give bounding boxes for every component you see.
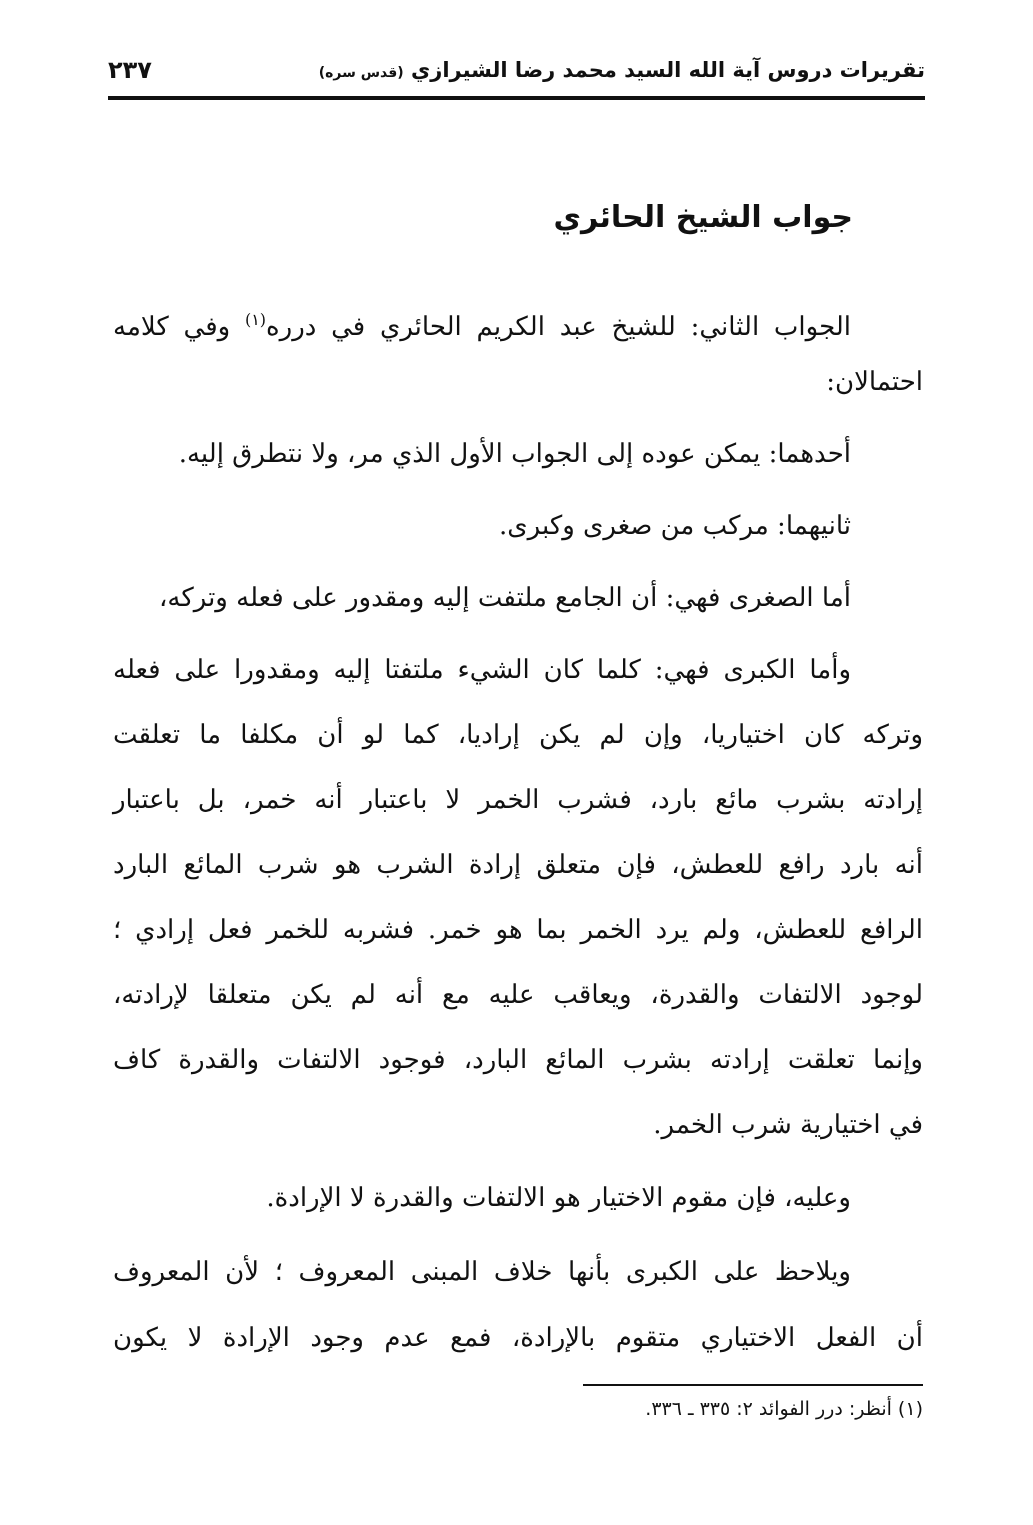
section-heading: جواب الشيخ الحائري	[553, 200, 853, 235]
paragraph-line: أن الفعل الاختياري متقوم بالإرادة، فمع عدم وجود الإرادة لا يكون	[113, 1323, 923, 1353]
footnote-reference[interactable]: (١)	[244, 310, 267, 329]
footnote: (١) أنظر: درر الفوائد ٢: ٣٣٥ ـ ٣٣٦.	[645, 1398, 923, 1420]
paragraph-line: احتمالان:	[826, 367, 923, 397]
running-title	[319, 58, 925, 82]
paragraph-line: ثانيهما: مركب من صغرى وكبرى.	[499, 511, 851, 541]
footnote-divider	[583, 1384, 923, 1386]
paragraph-line: أما الصغرى فهي: أن الجامع ملتفت إليه ومقدور على فعله وتركه،	[159, 583, 851, 613]
page-number: ٢٣٧	[108, 56, 152, 84]
running-title-text: تقريرات دروس آية الله السيد محمد رضا الشيرازي	[411, 58, 925, 82]
paragraph-line: وإنما تعلقت إرادته بشرب المائع البارد، فوجود الالتفات والقدرة كاف	[113, 1045, 923, 1075]
paragraph-text: وفي كلامه	[113, 312, 245, 342]
paragraph-line: وأما الكبرى فهي: كلما كان الشيء ملتفتا إليه ومقدورا على فعله	[113, 655, 851, 685]
paragraph-line: وعليه، فإن مقوم الاختيار هو الالتفات والقدرة لا الإرادة.	[266, 1183, 851, 1213]
running-header	[108, 52, 925, 100]
paragraph-line: وتركه كان اختياريا، وإن لم يكن إراديا، كما لو أن مكلفا ما تعلقت	[113, 720, 923, 750]
paragraph-line: أنه بارد رافع للعطش، فإن متعلق إرادة الشرب هو شرب المائع البارد	[113, 850, 923, 880]
paragraph-line	[113, 300, 851, 340]
paragraph-text: الجواب الثاني: للشيخ عبد الكريم الحائري في درره	[266, 312, 851, 342]
paragraph-line: أحدهما: يمكن عوده إلى الجواب الأول الذي مر، ولا نتطرق إليه.	[178, 439, 851, 469]
paragraph-line: الرافع للعطش، ولم يرد الخمر بما هو خمر. فشربه للخمر فعل إرادي ؛	[113, 915, 923, 945]
paragraph-line: لوجود الالتفات والقدرة، ويعاقب عليه مع أنه لم يكن متعلقا لإرادته،	[113, 980, 923, 1010]
paragraph-line: ويلاحظ على الكبرى بأنها خلاف المبنى المعروف ؛ لأن المعروف	[113, 1257, 851, 1287]
paragraph-line: في اختيارية شرب الخمر.	[653, 1110, 923, 1140]
paragraph-line: إرادته بشرب مائع بارد، فشرب الخمر لا باعتبار أنه خمر، بل باعتبار	[113, 785, 923, 815]
running-title-honorific: (قدس سره)	[318, 65, 404, 81]
